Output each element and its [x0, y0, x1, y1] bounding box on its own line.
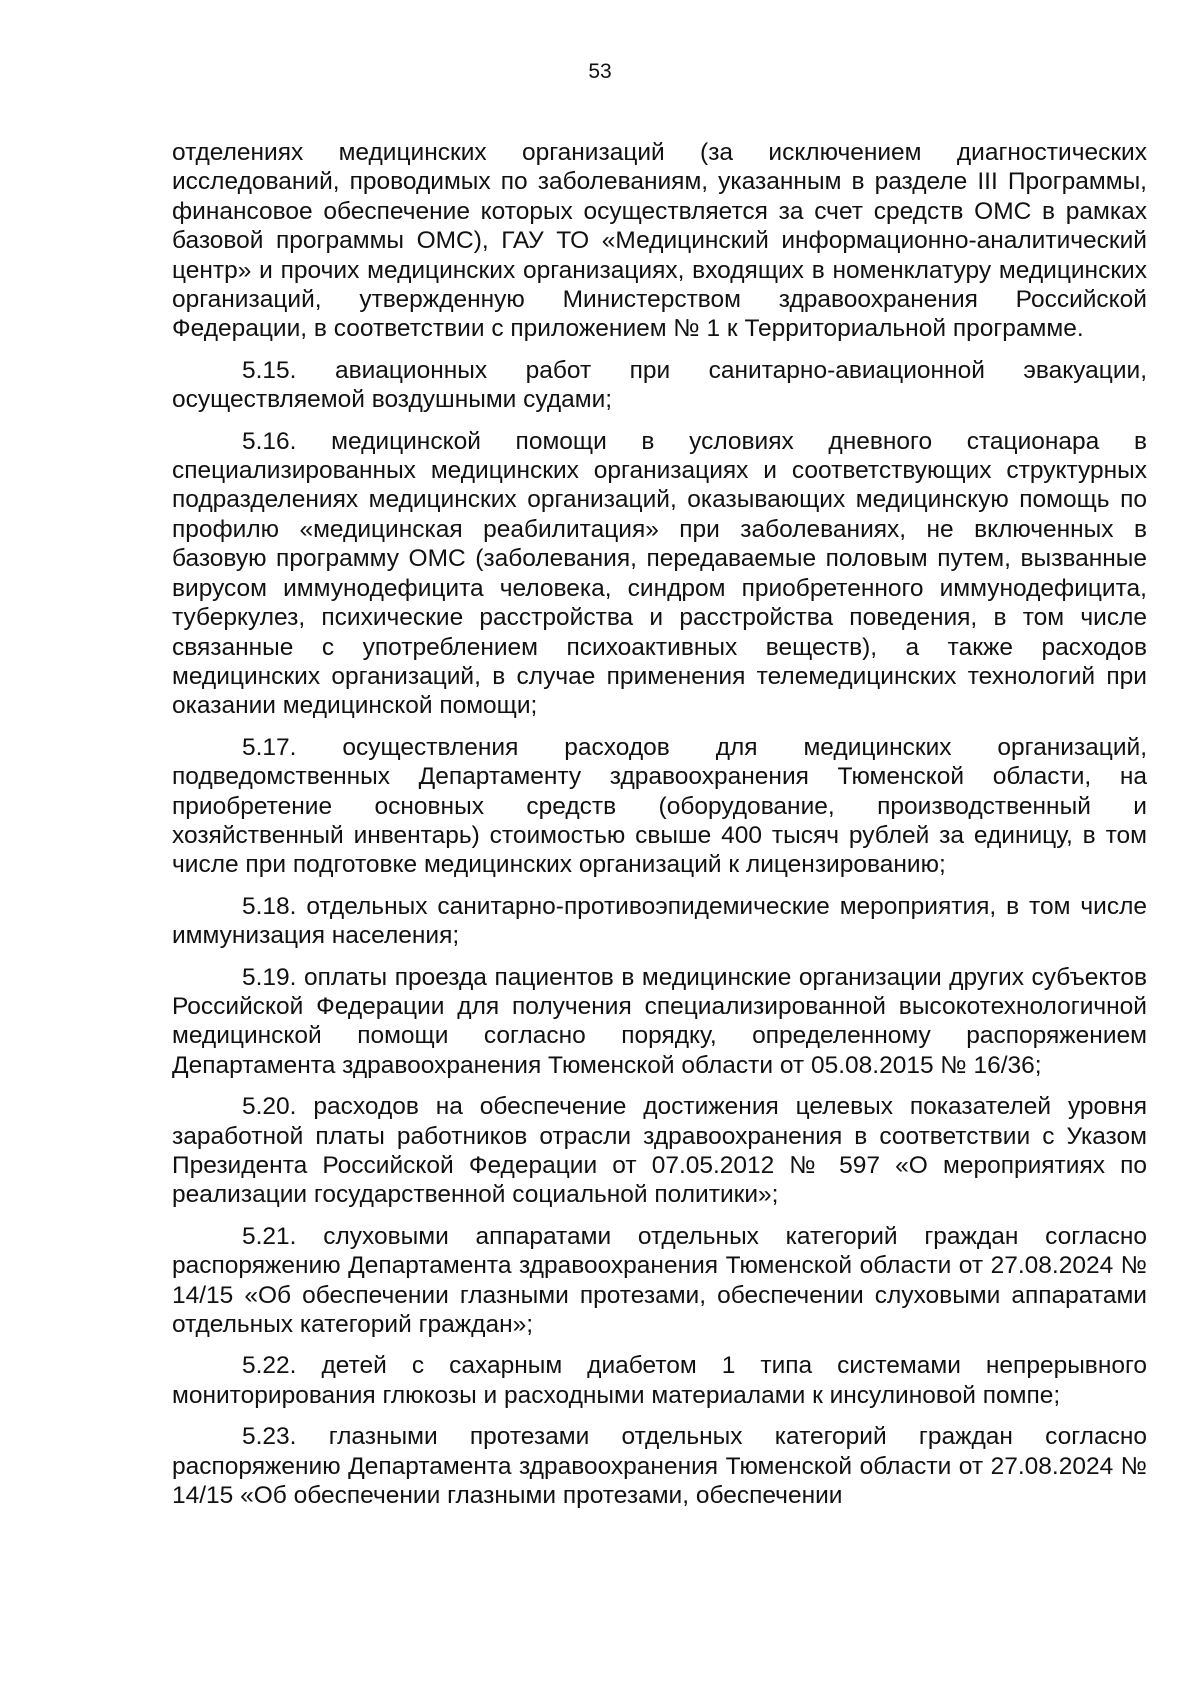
- paragraph-number: 5.17.: [242, 733, 297, 761]
- paragraph-number: 5.15.: [242, 356, 297, 384]
- paragraph-text: отделениях медицинских организаций (за исключением диагностических исследований, проводимых по заболеваниям, указанным в разделе III Программы, финансовое обеспечение которых осуществляется за счет средств ОМС в рамках базовой программы ОМС), ГАУ ТО «Медицинский информационно-аналитический центр» и прочих медицинских организациях, входящих в номенклатуру медицинских организаций, утвержденную Министерством здравоохранения Российской Федерации, в соответствии с приложением № 1 к Территориальной программе.: [172, 139, 1147, 343]
- paragraph-text: оплаты проезда пациентов в медицинские организации других субъектов Российской Федерации для получения специализированной высокотехнологичной медицинской помощи согласно порядку, определенному распоряжением Департамента здравоохранения Тюменской области от 05.08.2015 № 16/36;: [172, 963, 1147, 1079]
- paragraph-text: детей с сахарным диабетом 1 типа системами непрерывного мониторирования глюкозы и расходными материалами к инсулиновой помпе;: [172, 1352, 1147, 1409]
- paragraph-number: 5.21.: [242, 1222, 297, 1250]
- paragraph-5-18: [172, 892, 1147, 951]
- paragraph-text: глазными протезами отдельных категорий граждан согласно распоряжению Департамента здравоохранения Тюменской области от 27.08.2024 № 14/15 «Об обеспечении глазными протезами, обеспечении: [172, 1423, 1147, 1510]
- page-number: 53: [588, 60, 612, 83]
- paragraph-text: авиационных работ при санитарно-авиационной эвакуации, осуществляемой воздушными судами;: [172, 356, 1147, 414]
- paragraph-number: 5.20.: [242, 1093, 297, 1121]
- paragraph-text: осуществления расходов для медицинских организаций, подведомственных Департаменту здравоохранения Тюменской области, на приобретение основных средств (оборудование, производственный и хозяйственный инвентарь) стоимостью свыше 400 тысяч рублей за единицу, в том числе при подготовке медицинских организаций к лицензированию;: [172, 733, 1147, 879]
- paragraph-continuation: [172, 138, 1147, 344]
- paragraph-text: слуховыми аппаратами отдельных категорий граждан согласно распоряжению Департамента здравоохранения Тюменской области от 27.08.2024 № 14/15 «Об обеспечении глазными протезами, обеспечении слуховыми аппаратами отдельных категорий граждан»;: [172, 1222, 1148, 1339]
- paragraph-text: отдельных санитарно-противоэпидемические мероприятия, в том числе иммунизация населения;: [172, 892, 1147, 950]
- document-body: [172, 138, 1147, 1510]
- paragraph-5-20: [172, 1092, 1147, 1210]
- paragraph-number: 5.19.: [242, 963, 297, 991]
- paragraph-text: расходов на обеспечение достижения целевых показателей уровня заработной платы работников отрасли здравоохранения в соответствии с Указом Президента Российской Федерации от 07.05.2012 № 597 «О мероприятиях по реализации государственной социальной политики»;: [172, 1093, 1147, 1209]
- paragraph-5-23: [172, 1422, 1147, 1510]
- paragraph-number: 5.18.: [242, 892, 297, 920]
- paragraph-5-17: [172, 733, 1147, 880]
- paragraph-number: 5.22.: [242, 1352, 297, 1380]
- paragraph-5-21: [172, 1222, 1147, 1340]
- paragraph-number: 5.23.: [242, 1423, 297, 1451]
- paragraph-5-16: [172, 427, 1147, 721]
- paragraph-5-15: [172, 356, 1147, 415]
- paragraph-text: медицинской помощи в условиях дневного стационара в специализированных медицинских организациях и соответствующих структурных подразделениях медицинских организаций, оказывающих медицинскую помощь по профилю «медицинская реабилитация» при заболеваниях, не включенных в базовую программу ОМС (заболевания, передаваемые половым путем, вызванные вирусом иммунодефицита человека, синдром приобретенного иммунодефицита, туберкулез, психические расстройства и расстройства поведения, в том числе связанные с употреблением психоактивных веществ), а также расходов медицинских организаций, в случае применения телемедицинских технологий при оказании медицинской помощи;: [172, 427, 1147, 720]
- paragraph-5-19: [172, 963, 1147, 1081]
- paragraph-number: 5.16.: [242, 427, 297, 455]
- paragraph-5-22: [172, 1351, 1147, 1410]
